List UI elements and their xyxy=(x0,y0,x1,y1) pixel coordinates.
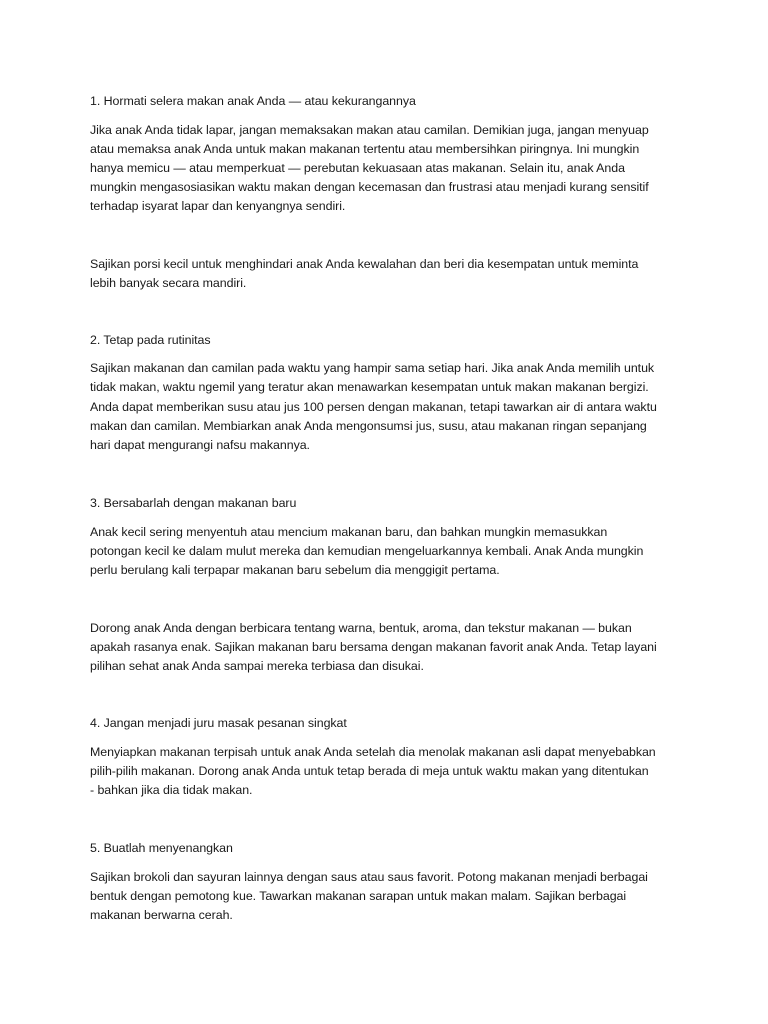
paragraph-line: Dorong anak Anda dengan berbicara tentang warna, bentuk, aroma, dan tekstur makanan — bukan xyxy=(90,621,632,635)
paragraph-line: hanya memicu — atau memperkuat — perebutan kekuasaan atas makanan. Selain itu, anak Anda xyxy=(90,161,625,175)
section-heading-2: 2. Tetap pada rutinitas xyxy=(90,333,211,347)
paragraph-line: pilih-pilih makanan. Dorong anak Anda untuk tetap berada di meja untuk waktu makan yang ditentukan xyxy=(90,764,649,778)
paragraph-line: Anda dapat memberikan susu atau jus 100 persen dengan makanan, tetapi tawarkan air di antara waktu xyxy=(90,400,657,414)
paragraph-line: hari dapat mengurangi nafsu makannya. xyxy=(90,438,310,452)
paragraph-line: makanan berwarna cerah. xyxy=(90,908,233,922)
paragraph-line: potongan kecil ke dalam mulut mereka dan kemudian mengeluarkannya kembali. Anak Anda mungkin xyxy=(90,544,644,558)
paragraph-line: perlu berulang kali terpapar makanan baru sebelum dia menggigit pertama. xyxy=(90,563,500,577)
section-heading-3: 3. Bersabarlah dengan makanan baru xyxy=(90,496,297,510)
paragraph-line: tidak makan, waktu ngemil yang teratur akan menawarkan kesempatan untuk makan makanan bergizi. xyxy=(90,380,649,394)
paragraph-line: mungkin mengasosiasikan waktu makan dengan kecemasan dan frustrasi atau menjadi kurang sensitif xyxy=(90,180,649,194)
paragraph-line: Menyiapkan makanan terpisah untuk anak Anda setelah dia menolak makanan asli dapat menyebabkan xyxy=(90,745,656,759)
paragraph-line: - bahkan jika dia tidak makan. xyxy=(90,783,253,797)
paragraph-line: apakah rasanya enak. Sajikan makanan baru bersama dengan makanan favorit anak Anda. Tetap layani xyxy=(90,640,657,654)
paragraph-line: Jika anak Anda tidak lapar, jangan memaksakan makan atau camilan. Demikian juga, jangan menyuap xyxy=(90,123,649,137)
paragraph-line: pilihan sehat anak Anda sampai mereka terbiasa dan disukai. xyxy=(90,659,424,673)
paragraph-line: Anak kecil sering menyentuh atau mencium makanan baru, dan bahkan mungkin memasukkan xyxy=(90,525,608,539)
section-heading-5: 5. Buatlah menyenangkan xyxy=(90,841,233,855)
paragraph-line: Sajikan makanan dan camilan pada waktu yang hampir sama setiap hari. Jika anak Anda memilih untuk xyxy=(90,361,655,375)
paragraph-line: makan dan camilan. Membiarkan anak Anda mengonsumsi jus, susu, atau makanan ringan sepanjang xyxy=(90,419,647,433)
paragraph-line: bentuk dengan pemotong kue. Tawarkan makanan sarapan untuk makan malam. Sajikan berbagai xyxy=(90,889,627,903)
paragraph-line: Sajikan brokoli dan sayuran lainnya dengan saus atau saus favorit. Potong makanan menjadi berbagai xyxy=(90,870,648,884)
section-heading-1: 1. Hormati selera makan anak Anda — atau kekurangannya xyxy=(90,94,416,108)
paragraph-line: Sajikan porsi kecil untuk menghindari anak Anda kewalahan dan beri dia kesempatan untuk meminta xyxy=(90,257,639,271)
paragraph-line: atau memaksa anak Anda untuk makan makanan tertentu atau membersihkan piringnya. Ini mungkin xyxy=(90,142,640,156)
paragraph-line: terhadap isyarat lapar dan kenyangnya sendiri. xyxy=(90,199,346,213)
section-heading-4: 4. Jangan menjadi juru masak pesanan singkat xyxy=(90,716,347,730)
paragraph-line: lebih banyak secara mandiri. xyxy=(90,276,247,290)
